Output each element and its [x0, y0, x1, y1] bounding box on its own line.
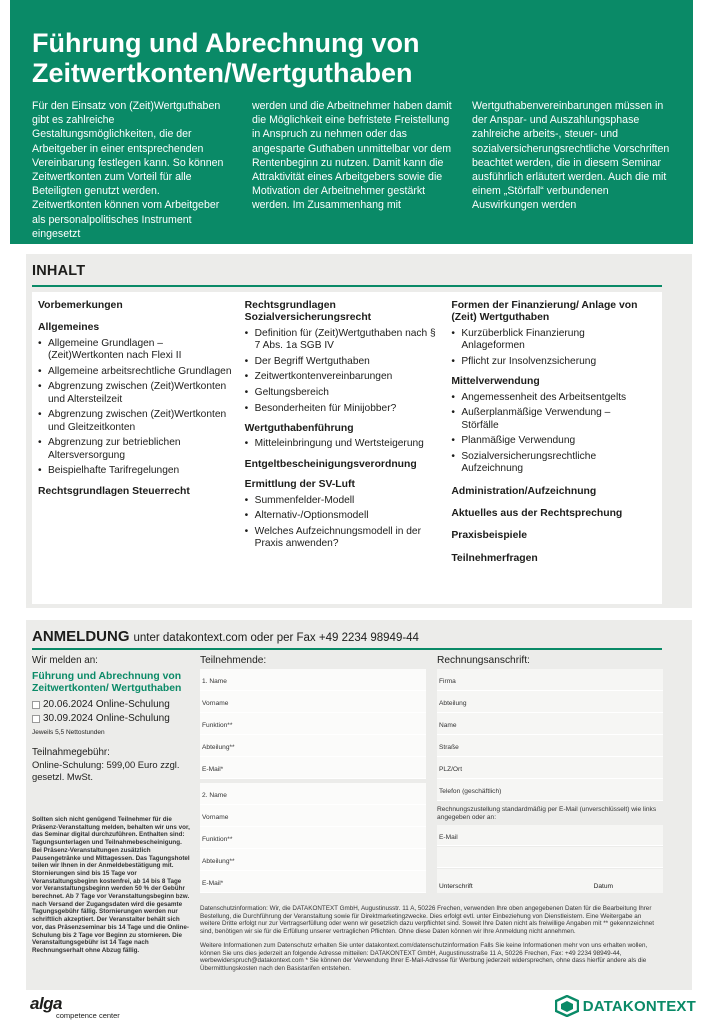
wir-melden-label: Wir melden an:: [32, 655, 98, 666]
section-title: Praxisbeispiele: [451, 530, 528, 542]
anmeldung-divider: [32, 648, 662, 650]
bullet-list: [38, 338, 235, 478]
field-label: E-Mail*: [202, 880, 224, 887]
participants-form: [200, 655, 426, 893]
inhalt-divider: [32, 285, 662, 287]
list-item: • Der Begriff Wertguthaben: [245, 356, 442, 368]
list-item: • Abgrenzung zwischen (Zeit)Wertkonten und Gleitzeitkonten: [38, 409, 235, 434]
intro-col-2: werden und die Arbeitnehmer haben damit die Möglichkeit eine befristete Freistellung in Anspruch zu nehmen oder das angesparte Guthaben unmittelbar vor dem Rentenbeginn zu nutzen. Damit kann die Attraktivität eines Arbeitgebers sowie die Motivation der Arbeitnehmer gestärkt werden. Im Zusammenhang mit: [252, 100, 452, 212]
intro-col-1: Für den Einsatz von (Zeit)Wertguthaben gibt es zahlreiche Gestaltungsmöglichkeiten, die der Arbeitgeber in einer entsprechenden Vereinbarung festlegen kann. So können Zeitwertkonten zum Vorteil für alle Beteiligten genutzt werden. Zeitwertkonten können vom Arbeitgeber als personalpolitisches Instrument eingesetzt: [32, 100, 224, 240]
hours-note: Jeweils 5,5 Nettostunden: [32, 729, 105, 736]
alga-logo: [30, 994, 120, 1020]
datakontext-wordmark: DATAKONTEXT: [582, 997, 696, 1015]
anmeldung-subtitle: unter datakontext.com oder per Fax +49 2234 98949-44: [133, 632, 419, 644]
course-title: Führung und Abrechnung von Zeitwertkonten/ Wertguthaben: [32, 671, 182, 694]
date-2-checkbox[interactable]: [32, 715, 40, 723]
bullet-list: [245, 495, 442, 551]
inhalt-section: [26, 254, 692, 608]
billing-strasse-field[interactable]: [437, 735, 663, 757]
participant-1-name-field[interactable]: [200, 669, 426, 691]
section-title: Allgemeines: [38, 322, 100, 334]
date-2-label: 30.09.2024 Online-Schulung: [43, 713, 170, 724]
inhalt-col-1: [38, 300, 243, 604]
fee-label: Teilnahmegebühr:: [32, 747, 110, 758]
field-label: PLZ/Ort: [439, 766, 463, 773]
signature-label: Unterschrift: [439, 882, 473, 890]
participant-1-email-field[interactable]: [200, 757, 426, 779]
alga-wordmark: alga: [30, 994, 63, 1013]
billing-telefon-field[interactable]: [437, 779, 663, 801]
date-1-label: 20.06.2024 Online-Schulung: [43, 699, 170, 710]
intro-text: [32, 99, 672, 241]
anmeldung-heading: [32, 628, 419, 645]
list-item: • Zeitwertkontenvereinbarungen: [245, 371, 442, 383]
billing-plz-ort-field[interactable]: [437, 757, 663, 779]
billing-label: Rechnungsanschrift:: [437, 655, 530, 666]
page-title: Führung und Abrechnung von Zeitwertkonten/Wertguthaben: [32, 28, 420, 88]
field-label: Telefon (geschäftlich): [439, 788, 502, 795]
list-item: • Außerplanmäßige Verwendung – Störfälle: [451, 407, 648, 432]
section-title: Formen der Finanzierung/ Anlage von (Zeit) Wertguthaben: [451, 300, 638, 324]
section-title: Rechtsgrundlagen Steuerrecht: [38, 485, 190, 497]
inhalt-col-3: [449, 300, 656, 604]
field-label: Vorname: [202, 700, 229, 707]
section-title: Teilnehmerfragen: [451, 552, 538, 564]
list-item: • Alternativ-/Optionsmodell: [245, 510, 442, 522]
field-label: 1. Name: [202, 678, 227, 685]
section-title: Mittelverwendung: [451, 376, 540, 388]
list-item: • Geltungsbereich: [245, 387, 442, 399]
section-title: Wertguthabenführung: [244, 423, 354, 434]
intro-col-3: Wertguthabenvereinbarungen müssen in der Anspar- und Auszahlungsphase zahlreiche arbeits-, steuer- und sozialversicherungsrechtliche Vorschriften beachtet werden, die in diesem Seminar ausführlich erläutert werden. Auch die mit einem „Störfall“ verbundenen Auswirkungen werden: [472, 100, 670, 212]
list-item: • Abgrenzung zur betrieblichen Altersversorgung: [38, 437, 235, 462]
privacy-text-2: Weitere Informationen zum Datenschutz erhalten Sie unter datakontext.com/datenschutzinformation Falls Sie keine Informationen mehr von uns erhalten wollen, können Sie uns dies jederzeit an folgende Adresse mitteilen: DATAKONTEXT GmbH, Augustinusstraße 11 A, 50226 Frechen, Fax: +49 2234 98949-44, werbewiderspruch@datakontext.com * Sie können der Verwendung Ihrer E-Mail-Adresse für Werbung jederzeit widersprechen, ohne dass hierfür andere als die Übermittlungskosten nach den Basistarifen entstehen.: [200, 941, 648, 972]
date-1-checkbox[interactable]: [32, 701, 40, 709]
participant-1-abteilung-field[interactable]: [200, 735, 426, 757]
section-title: Rechtsgrundlagen Sozialversicherungsrecht: [244, 300, 372, 324]
section-title: Vorbemerkungen: [38, 300, 123, 311]
participant-2-vorname-field[interactable]: [200, 805, 426, 827]
field-label: Name: [439, 722, 457, 729]
participant-2-email-field[interactable]: [200, 871, 426, 893]
list-item: • Allgemeine arbeitsrechtliche Grundlagen: [38, 366, 235, 378]
header-banner: [10, 0, 693, 244]
field-label: Straße: [439, 744, 459, 751]
field-label: Firma: [439, 678, 456, 685]
billing-abteilung-field[interactable]: [437, 691, 663, 713]
billing-spacer-field[interactable]: [437, 847, 663, 869]
participants-label: Teilnehmende:: [200, 655, 267, 666]
inhalt-columns: [32, 292, 662, 604]
participant-2-funktion-field[interactable]: [200, 827, 426, 849]
billing-delivery-note: Rechnungszustellung standardmäßig per E-Mail (unverschlüsselt) wie links angegeben oder an:: [437, 805, 657, 821]
section-title: Aktuelles aus der Rechtsprechung: [451, 508, 623, 520]
field-label: Abteilung**: [202, 744, 235, 751]
field-label: E-Mail*: [202, 766, 224, 773]
bullet-list: [451, 392, 648, 476]
fee-text: Online-Schulung: 599,00 Euro zzgl. gesetzl. MwSt.: [32, 759, 180, 782]
datakontext-logo: [555, 995, 696, 1017]
datakontext-logo-icon: [555, 995, 579, 1017]
field-label: Funktion**: [202, 836, 233, 843]
section-title: Ermittlung der SV-Luft: [244, 479, 355, 491]
billing-form: [437, 655, 663, 893]
date-label: Datum: [593, 882, 613, 890]
field-label: Abteilung**: [202, 858, 235, 865]
field-label: 2. Name: [202, 792, 227, 799]
list-item: • Pflicht zur Insolvenzsicherung: [451, 356, 648, 368]
list-item: • Besonderheiten für Minijobber?: [245, 403, 442, 415]
section-title: Administration/Aufzeichnung: [451, 485, 597, 497]
list-item: • Sozialversicherungsrechtliche Aufzeichnung: [451, 451, 648, 476]
registration-course-block: [32, 655, 192, 783]
participant-1-funktion-field[interactable]: [200, 713, 426, 735]
signature-row[interactable]: [437, 869, 663, 893]
inhalt-heading: INHALT: [32, 263, 86, 279]
privacy-text-1: Datenschutzinformation: Wir, die DATAKONTEXT GmbH, Augustinusstr. 11 A, 50226 Frechen, verwenden Ihre oben angegebenen Daten für die Bearbeitung Ihrer Bestellung, die Durchführung der Veranstaltung sowie für Direktmarketingzwecke. Dies erfolgt evtl. unter Einbeziehung von Dienstleistern. Eine Weitergabe an weitere Dritte erfolgt nur zur Vertragserfüllung oder wenn wir gesetzlich dazu verpflichtet sind. Soweit Ihre Daten nicht als freiwillige Angaben mit ** gekennzeichnet sind, benötigen wir sie für die Erfüllung unserer vertraglichen Pflichten. Ohne diese Daten können wir Ihre Anmeldung nicht annehmen.: [200, 905, 654, 936]
alga-subtitle: competence center: [56, 1011, 120, 1020]
terms-fine-print: Sollten sich nicht genügend Teilnehmer für die Präsenz-Veranstaltung melden, behalten wir uns vor, das Seminar digital durchzuführen. Enthalten sind: Tagungsunterlagen und Teilnahmebescheinigung. Bei Präsenz-Veranstaltungen zusätzlich Pausengetränke und Mittagessen. Das Tagungshotel teilen wir Ihnen in der Anmeldebestätigung mit. Stornierungen sind bis 15 Tage vor Veranstaltungsbeginn kostenfrei, ab 14 bis 8 Tage vor Veranstaltungsbeginn werden 50 % der Gebühr berechnet. Ab 7 Tage vor Veranstaltungsbeginn bzw. nach Versand der Zugangsdaten wird die gesamte Tagungsgebühr fällig. Stornierungen werden nur schriftlich akzeptiert. Der Veranstalter behält sich vor, das Präsenzseminar bis 14 Tage und die Online-Schulung bis 2 Tage vor Beginn zu stornieren. Die Veranstaltungsgebühr ist 14 Tage nach Rechnungserhalt ohne Abzug fällig.: [32, 816, 190, 954]
billing-name-field[interactable]: [437, 713, 663, 735]
privacy-notice: [200, 905, 663, 973]
list-item: • Definition für (Zeit)Wertguthaben nach § 7 Abs. 1a SGB IV: [245, 328, 442, 353]
date-option-1[interactable]: [32, 699, 192, 711]
list-item: • Welches Aufzeichnungsmodell in der Praxis anwenden?: [245, 526, 442, 551]
list-item: • Angemessenheit des Arbeitsentgelts: [451, 392, 648, 404]
date-option-2[interactable]: [32, 713, 192, 725]
list-item: • Allgemeine Grundlagen – (Zeit)Wertkonten nach Flexi II: [38, 338, 235, 363]
participant-1-vorname-field[interactable]: [200, 691, 426, 713]
list-item: • Mitteleinbringung und Wertsteigerung: [245, 438, 442, 450]
bullet-list: [451, 328, 648, 368]
list-item: • Abgrenzung zwischen (Zeit)Wertkonten und Altersteilzeit: [38, 381, 235, 406]
list-item: • Planmäßige Verwendung: [451, 435, 648, 447]
participant-2-abteilung-field[interactable]: [200, 849, 426, 871]
inhalt-col-2: [243, 300, 450, 604]
bullet-list: [245, 438, 442, 450]
field-label: Funktion**: [202, 722, 233, 729]
field-label: E-Mail: [439, 833, 458, 841]
participant-2-name-field[interactable]: [200, 783, 426, 805]
field-label: Vorname: [202, 814, 229, 821]
section-title: Entgeltbescheinigungsverordnung: [244, 458, 417, 470]
billing-firma-field[interactable]: [437, 669, 663, 691]
bullet-list: [245, 328, 442, 415]
list-item: • Summenfelder-Modell: [245, 495, 442, 507]
field-label: Abteilung: [439, 700, 467, 707]
list-item: • Kurzüberblick Finanzierung Anlageformen: [451, 328, 648, 353]
anmeldung-title: ANMELDUNG: [32, 628, 130, 645]
billing-email-field[interactable]: [437, 825, 663, 847]
list-item: • Beispielhafte Tarifregelungen: [38, 465, 235, 477]
